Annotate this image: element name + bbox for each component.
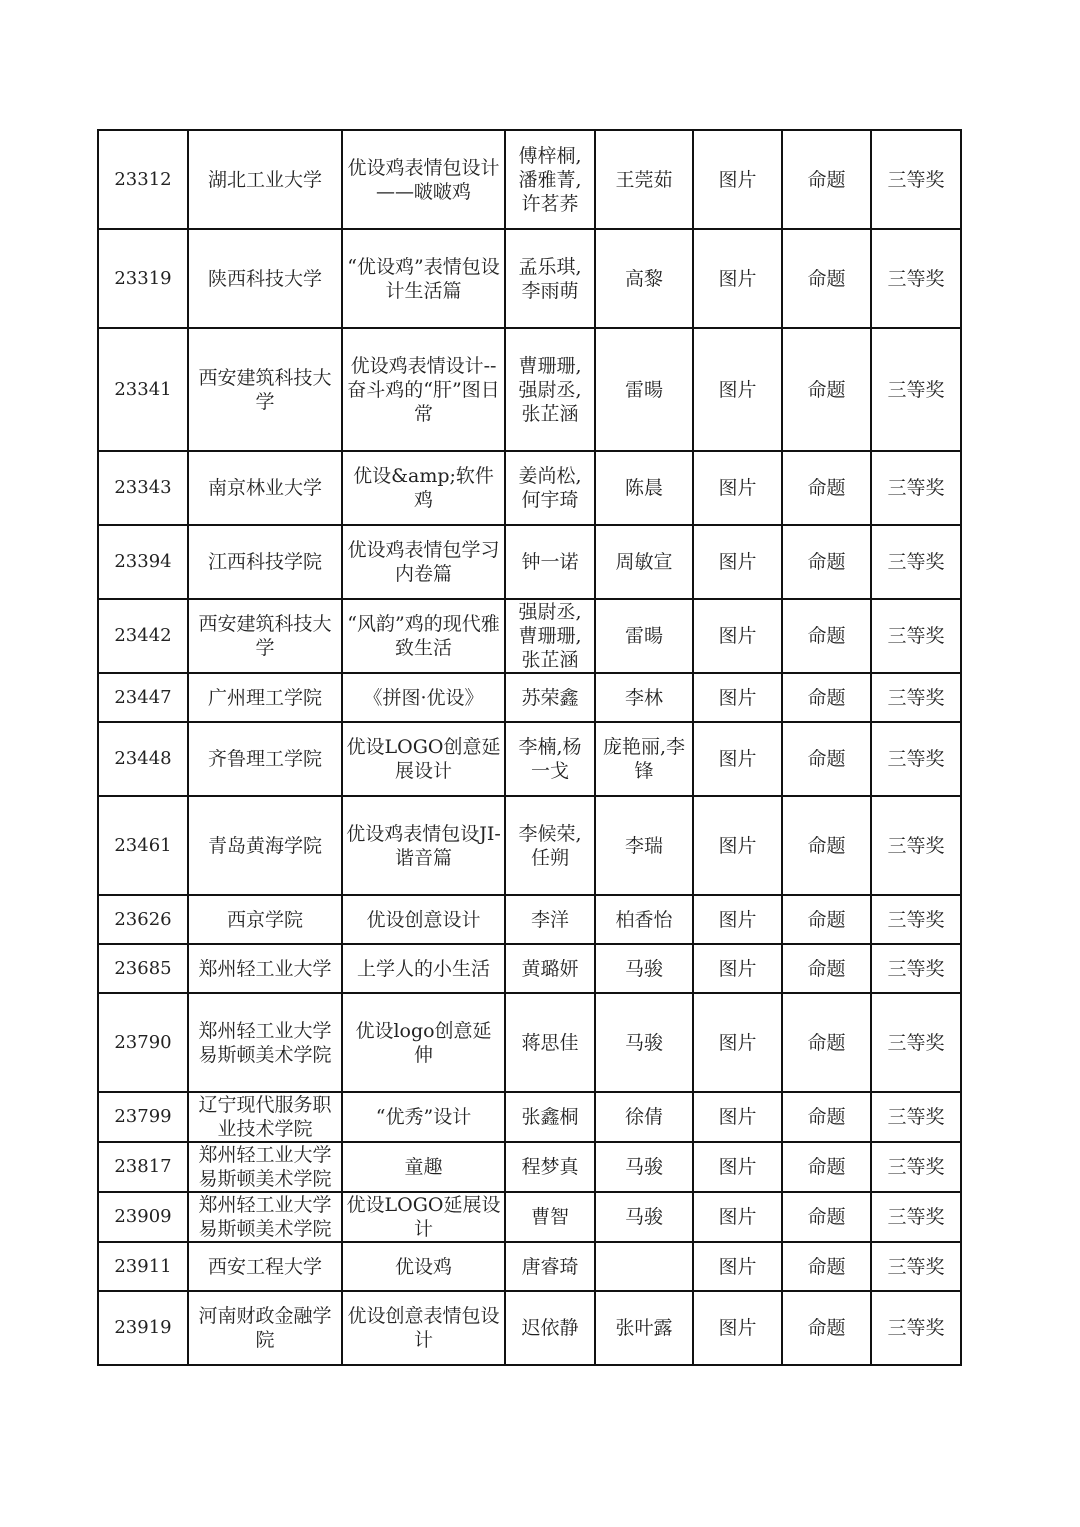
- entry-id: 23790: [98, 993, 188, 1092]
- authors: 强尉丞,曹珊珊,张芷涵: [505, 599, 595, 673]
- table-row: [98, 599, 961, 673]
- award: 三等奖: [871, 525, 961, 599]
- award: 三等奖: [871, 1291, 961, 1365]
- school-name: 湖北工业大学: [188, 130, 342, 229]
- award: 三等奖: [871, 895, 961, 944]
- work-title: “风韵”鸡的现代雅致生活: [342, 599, 505, 673]
- category: 命题: [782, 599, 871, 673]
- school-name: 西安建筑科技大学: [188, 599, 342, 673]
- entry-id: 23919: [98, 1291, 188, 1365]
- table-row: [98, 451, 961, 525]
- table-row: [98, 673, 961, 722]
- table-row: [98, 1242, 961, 1291]
- teacher: 高黎: [595, 229, 693, 328]
- work-title: 优设创意设计: [342, 895, 505, 944]
- work-type: 图片: [693, 328, 782, 451]
- authors: 傅梓桐,潘雅菁,许茗荞: [505, 130, 595, 229]
- award: 三等奖: [871, 993, 961, 1092]
- work-type: 图片: [693, 1092, 782, 1142]
- table-row: [98, 895, 961, 944]
- award: 三等奖: [871, 451, 961, 525]
- work-title: 优设鸡表情包设计——啵啵鸡: [342, 130, 505, 229]
- work-type: 图片: [693, 993, 782, 1092]
- work-title: “优秀”设计: [342, 1092, 505, 1142]
- work-type: 图片: [693, 451, 782, 525]
- award-table: [97, 129, 962, 1366]
- authors: 迟依静: [505, 1291, 595, 1365]
- work-title: 优设创意表情包设计: [342, 1291, 505, 1365]
- award: 三等奖: [871, 796, 961, 895]
- school-name: 西京学院: [188, 895, 342, 944]
- category: 命题: [782, 1291, 871, 1365]
- category: 命题: [782, 895, 871, 944]
- table-row: [98, 1192, 961, 1242]
- authors: 苏荣鑫: [505, 673, 595, 722]
- teacher: 柏香怡: [595, 895, 693, 944]
- award: 三等奖: [871, 130, 961, 229]
- authors: 李候荣,任朔: [505, 796, 595, 895]
- entry-id: 23343: [98, 451, 188, 525]
- category: 命题: [782, 328, 871, 451]
- work-type: 图片: [693, 796, 782, 895]
- school-name: 辽宁现代服务职业技术学院: [188, 1092, 342, 1142]
- work-title: “优设鸡”表情包设计生活篇: [342, 229, 505, 328]
- entry-id: 23442: [98, 599, 188, 673]
- school-name: 郑州轻工业大学易斯顿美术学院: [188, 993, 342, 1092]
- teacher: 李林: [595, 673, 693, 722]
- table-row: [98, 1092, 961, 1142]
- work-title: 优设鸡表情包学习内卷篇: [342, 525, 505, 599]
- category: 命题: [782, 525, 871, 599]
- entry-id: 23909: [98, 1192, 188, 1242]
- authors: 李洋: [505, 895, 595, 944]
- work-type: 图片: [693, 1291, 782, 1365]
- authors: 曹智: [505, 1192, 595, 1242]
- authors: 曹珊珊,强尉丞,张芷涵: [505, 328, 595, 451]
- table-row: [98, 993, 961, 1092]
- work-type: 图片: [693, 599, 782, 673]
- category: 命题: [782, 1242, 871, 1291]
- teacher: 马骏: [595, 993, 693, 1092]
- authors: 程梦真: [505, 1142, 595, 1192]
- category: 命题: [782, 1092, 871, 1142]
- work-type: 图片: [693, 722, 782, 796]
- award: 三等奖: [871, 673, 961, 722]
- entry-id: 23448: [98, 722, 188, 796]
- school-name: 江西科技学院: [188, 525, 342, 599]
- school-name: 西安工程大学: [188, 1242, 342, 1291]
- award: 三等奖: [871, 599, 961, 673]
- category: 命题: [782, 451, 871, 525]
- school-name: 郑州轻工业大学易斯顿美术学院: [188, 1142, 342, 1192]
- work-type: 图片: [693, 1192, 782, 1242]
- award: 三等奖: [871, 1242, 961, 1291]
- teacher: 张叶露: [595, 1291, 693, 1365]
- work-title: 优设鸡表情设计--奋斗鸡的“肝”图日常: [342, 328, 505, 451]
- table-row: [98, 130, 961, 229]
- entry-id: 23626: [98, 895, 188, 944]
- teacher: 徐倩: [595, 1092, 693, 1142]
- work-type: 图片: [693, 1142, 782, 1192]
- teacher: 周敏宣: [595, 525, 693, 599]
- teacher: 庞艳丽,李锋: [595, 722, 693, 796]
- teacher: [595, 1242, 693, 1291]
- award: 三等奖: [871, 722, 961, 796]
- work-type: 图片: [693, 673, 782, 722]
- work-type: 图片: [693, 229, 782, 328]
- table-row: [98, 944, 961, 993]
- work-title: 《拼图·优设》: [342, 673, 505, 722]
- work-title: 优设&amp;软件鸡: [342, 451, 505, 525]
- entry-id: 23685: [98, 944, 188, 993]
- work-title: 优设鸡表情包设JI-谐音篇: [342, 796, 505, 895]
- authors: 蒋思佳: [505, 993, 595, 1092]
- award: 三等奖: [871, 1142, 961, 1192]
- school-name: 西安建筑科技大学: [188, 328, 342, 451]
- teacher: 雷暘: [595, 599, 693, 673]
- table-row: [98, 1142, 961, 1192]
- work-title: 优设logo创意延伸: [342, 993, 505, 1092]
- school-name: 陕西科技大学: [188, 229, 342, 328]
- entry-id: 23319: [98, 229, 188, 328]
- school-name: 南京林业大学: [188, 451, 342, 525]
- table-row: [98, 229, 961, 328]
- category: 命题: [782, 796, 871, 895]
- category: 命题: [782, 130, 871, 229]
- work-type: 图片: [693, 130, 782, 229]
- entry-id: 23341: [98, 328, 188, 451]
- table-row: [98, 1291, 961, 1365]
- authors: 张鑫桐: [505, 1092, 595, 1142]
- teacher: 雷暘: [595, 328, 693, 451]
- entry-id: 23394: [98, 525, 188, 599]
- category: 命题: [782, 1142, 871, 1192]
- teacher: 李瑞: [595, 796, 693, 895]
- category: 命题: [782, 944, 871, 993]
- table-row: [98, 525, 961, 599]
- work-title: 优设LOGO创意延展设计: [342, 722, 505, 796]
- category: 命题: [782, 993, 871, 1092]
- entry-id: 23911: [98, 1242, 188, 1291]
- award: 三等奖: [871, 1192, 961, 1242]
- teacher: 马骏: [595, 1142, 693, 1192]
- work-type: 图片: [693, 895, 782, 944]
- entry-id: 23312: [98, 130, 188, 229]
- category: 命题: [782, 673, 871, 722]
- school-name: 齐鲁理工学院: [188, 722, 342, 796]
- authors: 李楠,杨一戈: [505, 722, 595, 796]
- work-title: 优设鸡: [342, 1242, 505, 1291]
- teacher: 王莞茹: [595, 130, 693, 229]
- school-name: 广州理工学院: [188, 673, 342, 722]
- teacher: 马骏: [595, 1192, 693, 1242]
- work-type: 图片: [693, 1242, 782, 1291]
- award: 三等奖: [871, 229, 961, 328]
- entry-id: 23447: [98, 673, 188, 722]
- authors: 钟一诺: [505, 525, 595, 599]
- category: 命题: [782, 229, 871, 328]
- table-row: [98, 722, 961, 796]
- entry-id: 23817: [98, 1142, 188, 1192]
- school-name: 郑州轻工业大学易斯顿美术学院: [188, 1192, 342, 1242]
- teacher: 马骏: [595, 944, 693, 993]
- authors: 孟乐琪,李雨萌: [505, 229, 595, 328]
- school-name: 青岛黄海学院: [188, 796, 342, 895]
- award: 三等奖: [871, 1092, 961, 1142]
- authors: 唐睿琦: [505, 1242, 595, 1291]
- authors: 黄璐妍: [505, 944, 595, 993]
- school-name: 郑州轻工业大学: [188, 944, 342, 993]
- work-type: 图片: [693, 525, 782, 599]
- category: 命题: [782, 1192, 871, 1242]
- work-title: 优设LOGO延展设计: [342, 1192, 505, 1242]
- work-title: 童趣: [342, 1142, 505, 1192]
- authors: 姜尚松,何宇琦: [505, 451, 595, 525]
- work-type: 图片: [693, 944, 782, 993]
- entry-id: 23799: [98, 1092, 188, 1142]
- table-row: [98, 796, 961, 895]
- teacher: 陈晨: [595, 451, 693, 525]
- award: 三等奖: [871, 328, 961, 451]
- table-row: [98, 328, 961, 451]
- category: 命题: [782, 722, 871, 796]
- award: 三等奖: [871, 944, 961, 993]
- work-title: 上学人的小生活: [342, 944, 505, 993]
- entry-id: 23461: [98, 796, 188, 895]
- school-name: 河南财政金融学院: [188, 1291, 342, 1365]
